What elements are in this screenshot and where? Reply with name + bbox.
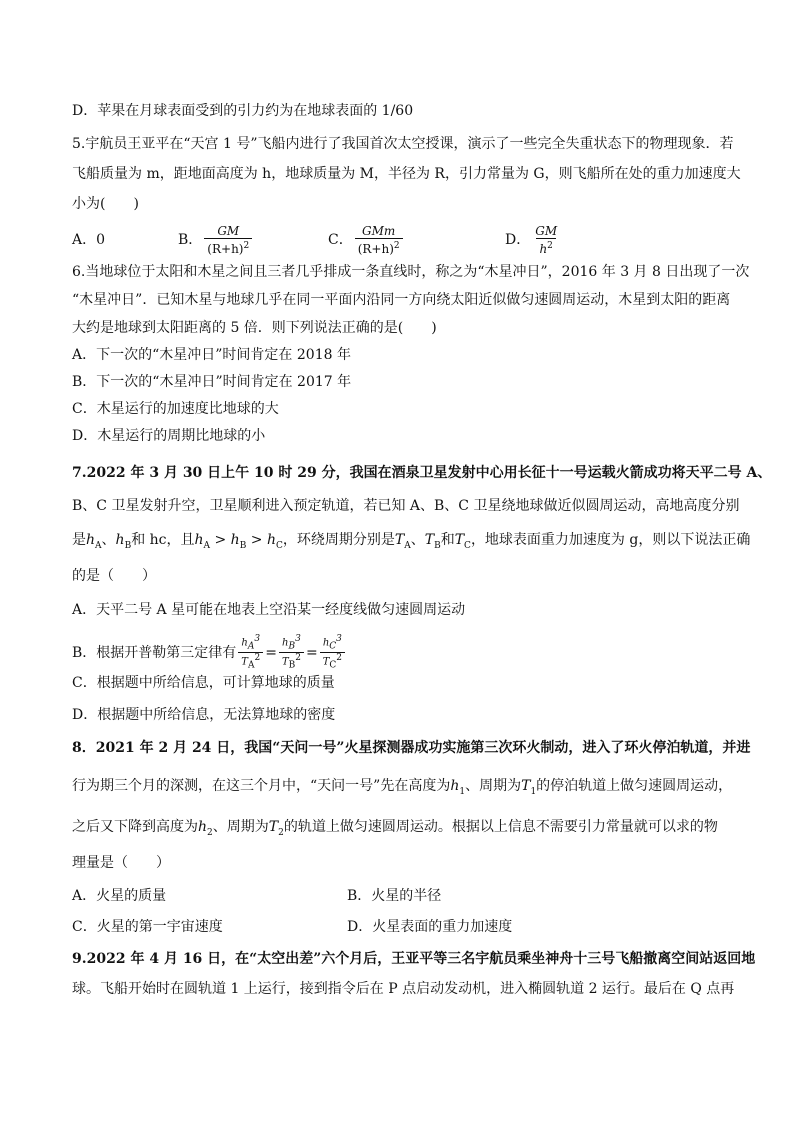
q7-kepler-frac-a: $\frac{hA3}{TA2}$	[238, 634, 263, 672]
q5-option-b-fraction: $\frac{GM}{(R+h)^2}$	[204, 224, 252, 256]
q5-text-line1: 5.宇航员王亚平在“天宫 1 号”飞船内进行了我国首次太空授课，演示了一些完全失重状态下的物理现象．若	[72, 136, 734, 152]
q5-text-line3: 小为( )	[72, 196, 139, 212]
q8-text-line3: 之后又下降到高度为$h_2$、周期为$T_2$的轨道上做匀速圆周运动。根据以上信息不需要引力常量就可以求的物	[72, 819, 718, 838]
q5-option-d: D． $\frac{GM}{h^2}$	[505, 224, 562, 256]
q7-option-a: A．天平二号 A 星可能在地表上空沿某一经度线做匀速圆周运动	[72, 602, 466, 618]
q7-option-b: B．根据开普勒第三定律有 $\frac{hA3}{TA2}$ = $\frac{hB3}{TB2}$ = $\frac{hC3}{TC2}$	[72, 634, 732, 672]
q6-option-c: C．木星运行的加速度比地球的大	[72, 401, 279, 417]
q8-text-line1: 8．2021 年 2 月 24 日，我国“天问一号”火星探测器成功实施第三次环火制动，进入了环火停泊轨道，并进	[72, 740, 751, 756]
q6-option-b: B．下一次的“木星冲日”时间肯定在 2017 年	[72, 374, 352, 390]
q8-option-a: A．火星的质量	[72, 888, 167, 904]
q5-option-c: C． $\frac{\text{GMm}}{(R+h)^2}$	[328, 224, 405, 256]
q6-text-line1: 6.当地球位于太阳和木星之间且三者几乎排成一条直线时，称之为“木星冲日”，2016 年 3 月 8 日出现了一次	[72, 264, 750, 280]
q7-kepler-frac-c: $\frac{hC3}{TC2}$	[320, 634, 345, 672]
q7-text-line3: 是$h_A$、$h_B$和 hc，且$h_A > h_B > h_C$，环绕周期分别是$T_A$、$T_B$和$T_C$，地球表面重力加速度为 g，则以下说法正确	[72, 532, 751, 551]
q7-text-line2: B、C 卫星发射升空，卫星顺利进入预定轨道，若已知 A、B、C 卫星绕地球做近似圆周运动，高地高度分别	[72, 498, 740, 514]
q6-option-a: A．下一次的“木星冲日”时间肯定在 2018 年	[72, 347, 351, 363]
q5-option-a: A．0	[72, 232, 106, 248]
q8-option-b: B．火星的半径	[347, 888, 442, 904]
q8-text-line4: 理量是（ ）	[72, 855, 170, 871]
q5-option-b: B． $\frac{GM}{(R+h)^2}$	[178, 224, 254, 256]
q5-option-c-fraction: $\frac{\text{GMm}}{(R+h)^2}$	[355, 224, 403, 256]
q7-kepler-frac-b: $\frac{hB3}{TB2}$	[279, 634, 304, 672]
q8-text-line2: 行为期三个月的深测，在这三个月中，“天问一号”先在高度为$h_1$、周期为$T_1$的停泊轨道上做匀速圆周运动，	[72, 778, 733, 797]
q8-option-d: D．火星表面的重力加速度	[347, 919, 513, 935]
q4-option-d: D．苹果在月球表面受到的引力约为在地球表面的 1/60	[72, 103, 414, 119]
q7-text-line1: 7.2022 年 3 月 30 日上午 10 时 29 分，我国在酒泉卫星发射中心用长征十一号运载火箭成功将天平二号 A、	[72, 465, 772, 481]
q8-option-c: C．火星的第一宇宙速度	[72, 919, 223, 935]
q9-text-line1: 9.2022 年 4 月 16 日，在“太空出差”六个月后，王亚平等三名宇航员乘坐神舟十三号飞船撤离空间站返回地	[72, 951, 756, 967]
q5-text-line2: 飞船质量为 m，距地面高度为 h，地球质量为 M，半径为 R，引力常量为 G，则飞船所在处的重力加速度大	[72, 166, 741, 182]
q5-option-d-fraction: $\frac{GM}{h^2}$	[535, 224, 558, 256]
q7-text-line4: 的是（ ）	[72, 568, 156, 584]
q6-option-d: D．木星运行的周期比地球的小	[72, 428, 266, 444]
q9-text-line2: 球。飞船开始时在圆轨道 1 上运行，接到指令后在 P 点启动发动机，进入椭圆轨道 2 运行。最后在 Q 点再	[72, 981, 735, 997]
q6-text-line3: 大约是地球到太阳距离的 5 倍．则下列说法正确的是( )	[72, 320, 437, 336]
q6-text-line2: “木星冲日”．已知木星与地球几乎在同一平面内沿同一方向绕太阳近似做匀速圆周运动，木星到太阳的距离	[72, 292, 731, 308]
q7-option-c: C．根据题中所给信息，可计算地球的质量	[72, 675, 335, 691]
q7-option-d: D．根据题中所给信息，无法算地球的密度	[72, 707, 336, 723]
